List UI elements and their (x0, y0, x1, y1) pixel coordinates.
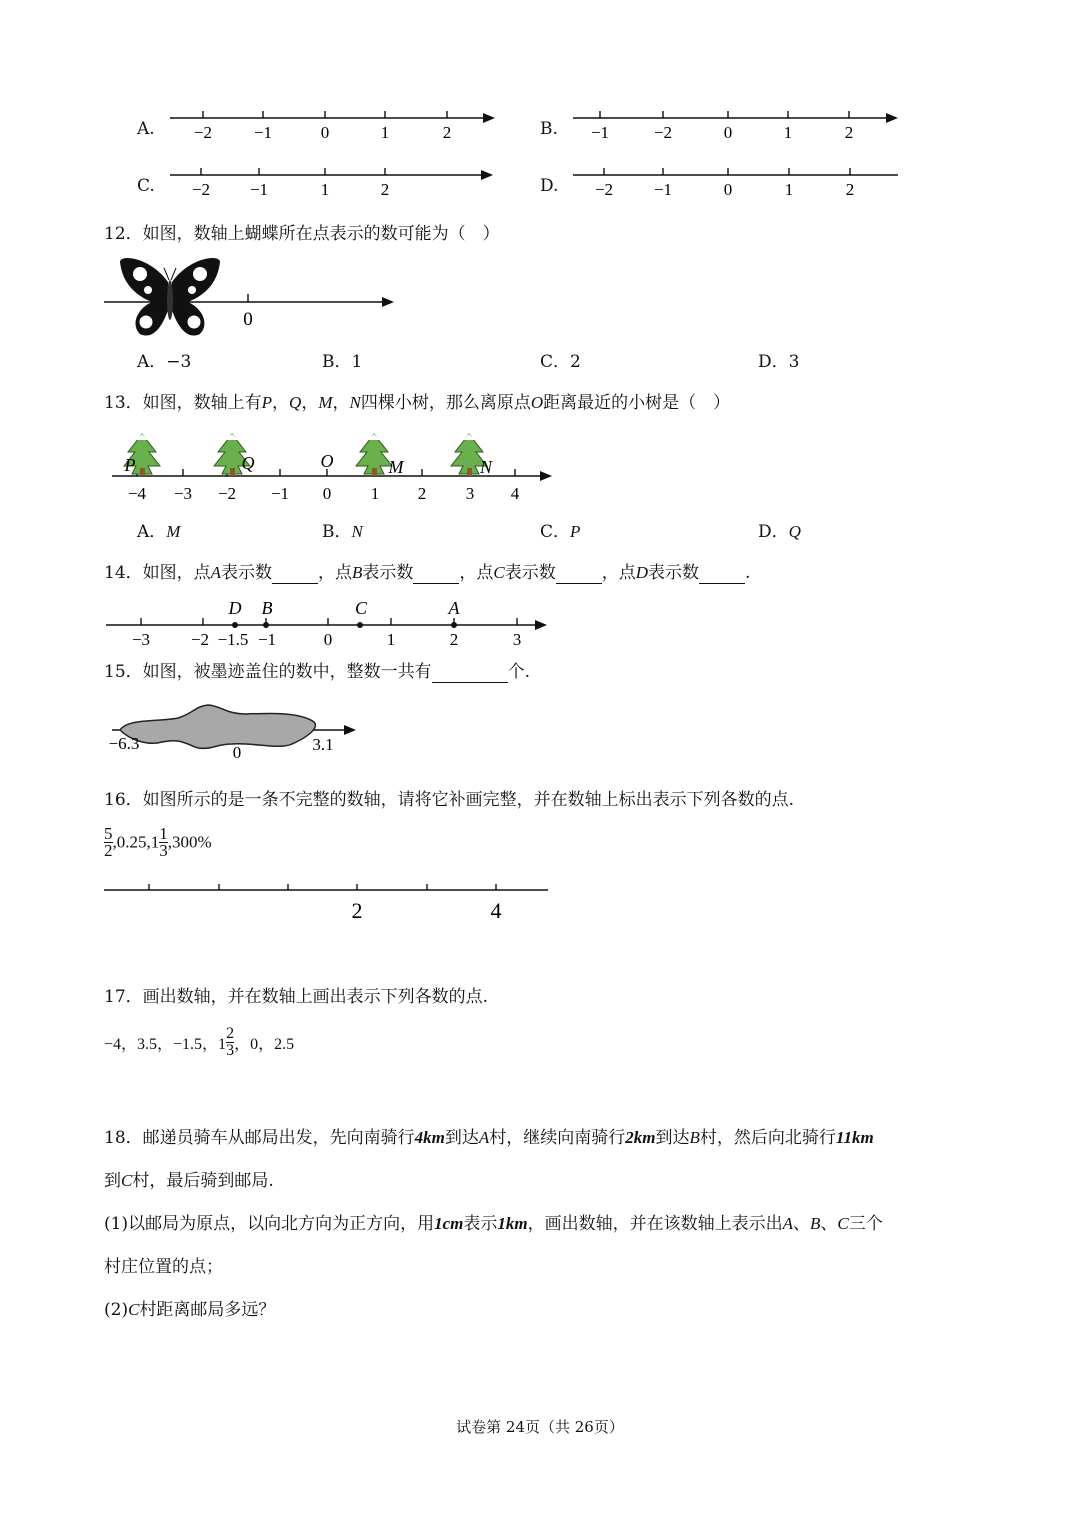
tick-label: −1 (253, 123, 273, 142)
q18-line1: 18．邮递员骑车从邮局出发，先向南骑行4km到达A村，继续向南骑行2km到达B村，然后向北骑行11km (104, 1128, 874, 1148)
butterfly-icon (120, 258, 220, 336)
tick-label: 2 (844, 123, 854, 142)
point-label-o: O (320, 451, 334, 471)
tick-label: 2 (380, 180, 390, 199)
q18-line2: 到C村，最后骑到邮局. (104, 1171, 274, 1191)
tick-label: 1 (386, 630, 396, 649)
q13-option-b: B．N (322, 522, 363, 542)
tick-label: −2 (193, 123, 213, 142)
q13-option-d: D．Q (758, 522, 801, 542)
answer-blank-d[interactable] (699, 565, 745, 584)
q13-stem-prefix: 13．如图，数轴上有 (104, 393, 262, 413)
q13-stem-mid: 四棵小树，那么离原点 (360, 393, 531, 413)
q13-figure (108, 428, 558, 508)
q11-option-a-label: A. (137, 119, 155, 139)
q13-stem-suffix: 距离最近的小树是（ ） (543, 393, 731, 413)
var-m: M (318, 393, 333, 412)
q16-axis-label-2: 2 (351, 898, 363, 923)
tick-label: 1 (370, 484, 380, 503)
q15-left-label: −6.3 (108, 734, 140, 753)
tick-label: 1 (784, 180, 794, 199)
q12-option-c: C．2 (540, 352, 581, 372)
tick-label: 0 (322, 484, 332, 503)
q16-stem: 16．如图所示的是一条不完整的数轴，请将它补画完整，并在数轴上标出表示下列各数的点. (104, 790, 795, 810)
tick-label: −2 (191, 180, 211, 199)
tick-label: 3 (512, 630, 522, 649)
point-label-b: B (261, 598, 273, 618)
q11-option-c-label: C. (137, 176, 155, 196)
var-p: P (261, 393, 273, 412)
var-o: O (530, 393, 544, 412)
tick-label: −1 (249, 180, 269, 199)
tick-label: 2 (442, 123, 452, 142)
tick-label: −2 (594, 180, 614, 199)
tick-label: 2 (417, 484, 427, 503)
answer-blank-c[interactable] (556, 565, 602, 584)
answer-blank[interactable] (432, 664, 508, 683)
tick-label: −4 (127, 484, 147, 503)
q18-part1-line1: (1)以邮局为原点，以向北方向为正方向，用1cm表示1km，画出数轴，并在该数轴上表示出A、B、C三个 (104, 1214, 883, 1234)
q11-option-a-axis (165, 105, 500, 145)
q15-zero-label: 0 (232, 743, 242, 762)
q11-option-d-axis (568, 162, 903, 202)
tick-label: −3 (131, 630, 151, 649)
q12-option-b: B．1 (322, 352, 363, 372)
q18-part1-line2: 村庄位置的点； (104, 1257, 223, 1277)
q16-axis-label-4: 4 (490, 898, 502, 923)
point-c (357, 622, 363, 628)
tick-label: 1 (380, 123, 390, 142)
point-label-q: Q (241, 453, 255, 473)
q11-option-d-label: D. (540, 176, 559, 196)
tick-label: 0 (723, 123, 733, 142)
point-d (232, 622, 238, 628)
tick-label: −1.5 (217, 630, 249, 649)
var-q: Q (289, 393, 302, 412)
tick-label: −2 (190, 630, 210, 649)
tick-label: 1 (320, 180, 330, 199)
fraction-1-3: $\frac{1}{3}$ (159, 824, 168, 860)
tick-label: −1 (270, 484, 290, 503)
tick-label: 3 (465, 484, 475, 503)
point-b (263, 622, 269, 628)
q12-axis-zero: 0 (243, 309, 253, 330)
q11-option-c-axis (165, 162, 500, 202)
point-label-p: P (124, 455, 136, 475)
q13-option-c: C．P (540, 522, 581, 542)
tick-label: −2 (653, 123, 673, 142)
point-label-a: A (448, 598, 460, 618)
q18-part2: (2)C村距离邮局多远？ (104, 1300, 276, 1320)
q12-figure (100, 252, 400, 342)
tick-label: −3 (173, 484, 193, 503)
tick-label: 2 (449, 630, 459, 649)
q12-stem: 12．如图，数轴上蝴蝶所在点表示的数可能为（ ） (104, 224, 500, 244)
q13-option-a: A．M (137, 522, 181, 542)
tick-label: 2 (845, 180, 855, 199)
tick-label: −1 (257, 630, 277, 649)
point-label-d: D (228, 598, 242, 618)
q15-stem: 15．如图，被墨迹盖住的数中，整数一共有 个. (104, 662, 531, 682)
tick-label: 0 (320, 123, 330, 142)
q12-option-a: A．−3 (137, 352, 192, 372)
q17-stem: 17．画出数轴，并在数轴上画出表示下列各数的点. (104, 987, 489, 1007)
var-n: N (349, 393, 361, 412)
q14-figure (102, 596, 552, 652)
q13-stem: 13．如图，数轴上有P，Q，M，N四棵小树，那么离原点O距离最近的小树是（ ） (104, 393, 731, 413)
q17-numbers: −4，3.5，−1.5，1 $\frac{2}{3}$ ，0，2.5 (104, 1025, 295, 1059)
tick-label: 1 (783, 123, 793, 142)
q11-option-b-label: B. (540, 119, 558, 139)
tick-label: 0 (723, 180, 733, 199)
point-label-c: C (354, 598, 368, 618)
q15-figure (100, 700, 362, 764)
answer-blank-a[interactable] (272, 565, 318, 584)
tick-label: −1 (590, 123, 610, 142)
tick-label: −2 (217, 484, 237, 503)
fraction-5-2: $\frac{5}{2}$ (104, 824, 113, 860)
tick-label: −1 (653, 180, 673, 199)
q14-stem: 14．如图，点A表示数 ，点B表示数 ，点C表示数 ，点D表示数 . (104, 563, 751, 583)
point-label-m: M (388, 457, 404, 477)
tree-icon (356, 434, 392, 476)
tick-label: 4 (510, 484, 520, 503)
point-a (451, 622, 457, 628)
q15-right-label: 3.1 (312, 735, 334, 754)
q16-numbers: $\frac{5}{2}$ ,0.25,1 $\frac{1}{3}$ ,300% (104, 824, 212, 860)
fraction-2-3: $\frac{2}{3}$ (226, 1025, 235, 1059)
answer-blank-b[interactable] (413, 565, 459, 584)
q12-option-d: D．3 (758, 352, 800, 372)
ink-blot-icon (120, 705, 315, 748)
page-footer: 试卷第 24页（共 26页） (456, 1418, 624, 1436)
q16-figure (100, 876, 552, 924)
q11-option-b-axis (568, 105, 903, 145)
point-label-n: N (479, 457, 493, 477)
tick-label: 0 (323, 630, 333, 649)
